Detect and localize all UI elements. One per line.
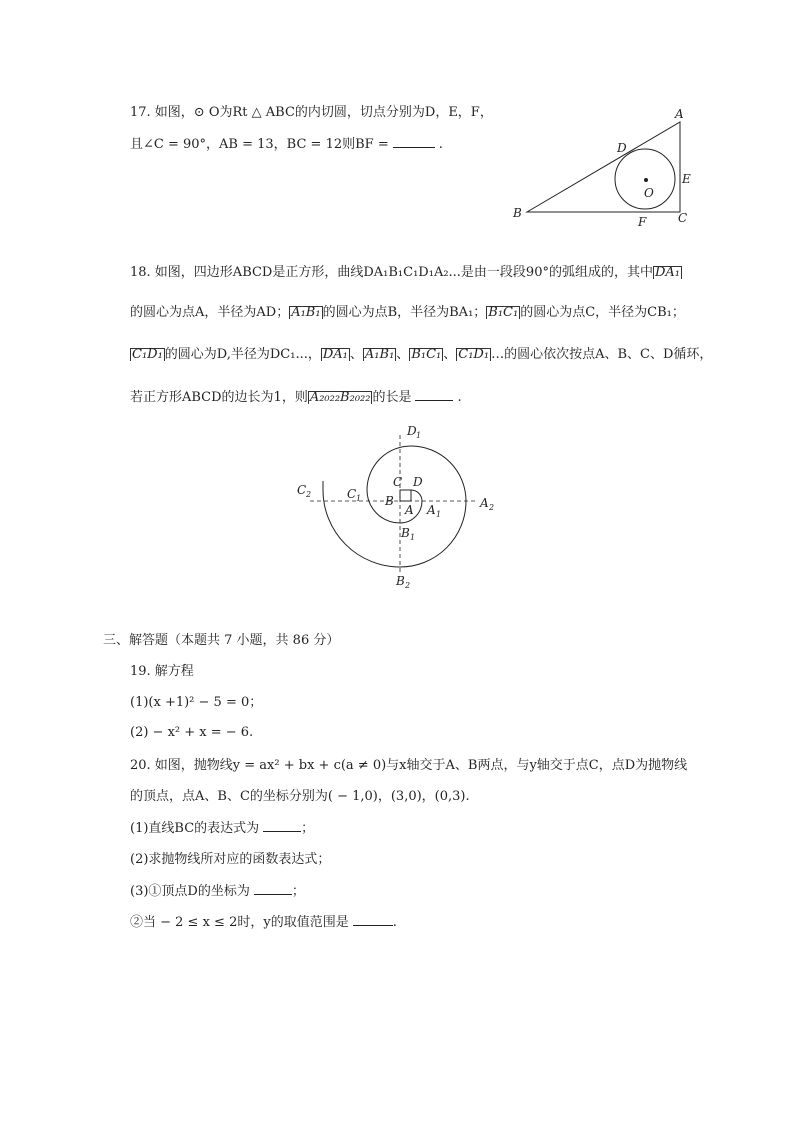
arc-a2022b2022: A₂₀₂₂B₂₀₂₂ (309, 390, 371, 405)
q18-line4: 若正方形ABCD的边长为1，则 A₂₀₂₂B₂₀₂₂ 的长是 . (130, 390, 462, 405)
svg-text:2: 2 (489, 503, 495, 512)
arc-da1-2: DA₁ (322, 347, 348, 362)
label-a1: A (427, 503, 436, 517)
svg-text:2: 2 (306, 490, 312, 499)
svg-text:2: 2 (405, 581, 411, 590)
label-b2: B (396, 574, 405, 588)
q19-part2: (2) − x² + x = − 6. (130, 725, 254, 740)
q18-answer-blank[interactable] (415, 388, 453, 401)
label-a: A (405, 503, 414, 517)
q19-part1: (1)(x +1)² − 5 = 0； (130, 695, 263, 710)
arc-a1b1-2: A₁B₁ (364, 347, 395, 362)
q17-line2: 且∠C = 90°，AB = 13，BC = 12则BF = . (130, 137, 443, 152)
q20-line1: 20. 如图，抛物线y = ax² + bx + c(a ≠ 0)与x轴交于A、B两点，与y轴交于点C，点D为抛物线 (130, 758, 688, 773)
label-a2: A (480, 496, 489, 510)
arc-b1c1: B₁C₁ (488, 305, 519, 320)
triangle-abc (527, 122, 680, 212)
svg-text:1: 1 (416, 431, 422, 440)
q20-part2: (2)求抛物线所对应的函数表达式； (130, 852, 331, 867)
label-c: C (678, 211, 688, 225)
label-d: D (617, 141, 627, 155)
label-e: E (682, 172, 691, 186)
label-b: B (385, 494, 394, 508)
svg-text:1: 1 (436, 510, 442, 519)
q17-line1: 17. 如图，⊙ O为Rt △ ABC的内切圆，切点分别为D，E，F， (130, 105, 493, 120)
arc-c1d1-2: C₁D₁ (458, 347, 490, 362)
arc-da1: DA₁ (654, 265, 681, 280)
q20-p4-blank[interactable] (353, 913, 393, 926)
arc-a1b1: A₁B₁ (291, 305, 321, 320)
arc-b1c1-2: B₁C₁ (411, 347, 442, 362)
label-d: D (413, 475, 423, 489)
q17-figure (505, 102, 705, 227)
square-abcd (400, 490, 411, 501)
q18-line2: 的圆心为点A，半径为AD； A₁B₁ 的圆心为点B，半径为BA₁； B₁C₁ 的圆心为点C，半径为CB₁； (130, 305, 685, 320)
label-a: A (675, 107, 684, 121)
label-c: C (393, 475, 403, 489)
q20-line2: 的顶点，点A、B、C的坐标分别为( − 1,0)，(3,0)，(0,3). (130, 789, 470, 804)
q20-part3: (3)①顶点D的坐标为 ； (130, 884, 305, 899)
section-3-heading: 三、解答题（本题共 7 小题，共 86 分） (103, 633, 340, 648)
q18-line1: 18. 如图，四边形ABCD是正方形，曲线DA₁B₁C₁D₁A₂...是由一段段90°的弧组成的，其中 DA₁ (130, 265, 681, 280)
svg-text:1: 1 (410, 533, 416, 542)
svg-text:1: 1 (356, 494, 362, 503)
center-o (644, 178, 648, 182)
label-b: B (513, 206, 522, 220)
q19-title: 19. 解方程 (130, 664, 194, 679)
q18-figure (295, 415, 515, 595)
label-c2: C (297, 483, 307, 497)
q20-p1-blank[interactable] (263, 819, 301, 832)
spiral-curve (323, 446, 466, 567)
label-o: O (644, 186, 654, 200)
arc-c1d1: C₁D₁ (132, 347, 163, 362)
q18-line3: C₁D₁ 的圆心为D,半径为DC₁...， DA₁ 、 A₁B₁ 、 B₁C₁ 、 C₁D₁ …的圆心依次按点A、B、C、D循环， (132, 347, 713, 362)
q20-p3-blank[interactable] (254, 882, 292, 895)
q20-part1: (1)直线BC的表达式为 ； (130, 821, 315, 836)
q17-answer-blank[interactable] (393, 135, 435, 148)
label-f: F (638, 215, 647, 229)
label-b1: B (401, 526, 410, 540)
q20-part4: ②当 − 2 ≤ x ≤ 2时，y的取值范围是 . (130, 915, 397, 930)
label-c1: C (347, 487, 357, 501)
label-d1: D (407, 424, 417, 438)
